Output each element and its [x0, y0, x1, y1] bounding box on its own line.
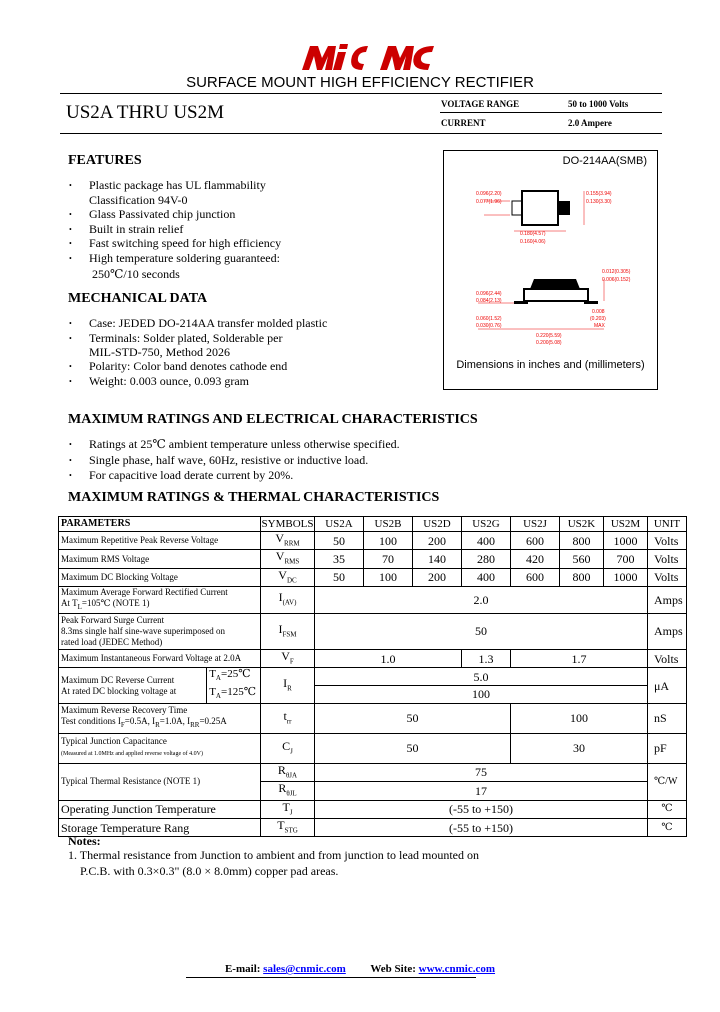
feature-item: • Plastic package has UL flammability: [89, 178, 266, 193]
mechanical-item-cont: MIL-STD-750, Method 2026: [89, 345, 230, 359]
table-row: [59, 613, 687, 649]
param-cell: Peak Forward Surge Current 8.3ms single half sine-wave superimposed on rated load (JEDEC Method): [59, 613, 261, 649]
param-cell: Maximum Instantaneous Forward Voltage at 2.0A: [59, 649, 261, 667]
value-cell: 560: [560, 550, 604, 568]
dim-label: MAX: [594, 323, 605, 329]
unit-cell: Volts: [648, 550, 687, 568]
max-ratings-heading: MAXIMUM RATINGS AND ELECTRICAL CHARACTERISTICS: [68, 412, 478, 427]
website-label: Web Site:: [370, 963, 416, 975]
note-line: P.C.B. with 0.3×0.3" (8.0 × 8.0mm) copper pad areas.: [80, 864, 339, 878]
unit-cell: pF: [648, 733, 687, 763]
package-outline-box: [443, 150, 658, 390]
param-cell: Storage Temperature Rang: [59, 818, 261, 836]
header-bottom-divider: [60, 133, 662, 134]
mechanical-item: • Polarity: Color band denotes cathode end: [89, 359, 287, 374]
mechanical-item: • Terminals: Solder plated, Solderable per: [89, 331, 282, 346]
note-line: 1. Thermal resistance from Junction to ambient and from junction to lead mounted on: [68, 848, 480, 862]
value-cell: 280: [462, 550, 511, 568]
value-cell: 70: [364, 550, 413, 568]
param-cell: Maximum Average Forward Rectified Current At $T_L=105℃$ (NOTE 1): [59, 587, 261, 614]
value-cell: 420: [511, 550, 560, 568]
value-cell: 1.7: [511, 649, 648, 667]
dim-label: 0.096(2.20): [476, 191, 502, 197]
symbol-cell: $T_{STG}$: [261, 818, 315, 836]
notes-heading: Notes:: [68, 834, 101, 848]
dim-label: 0.155(3.94): [586, 191, 612, 197]
param-cell: Maximum Reverse Recovery Time Test conditions $I_F=0.5A$, $I_R=1.0A$, $I_{RR}=0.25A$: [59, 703, 261, 733]
value-cell: 700: [604, 550, 648, 568]
header-cell: US2D: [413, 517, 462, 532]
unit-cell: Volts: [648, 532, 687, 550]
footer-divider: [186, 977, 476, 978]
table-row: [59, 532, 687, 550]
dim-label: 0.220(5.59): [536, 333, 562, 339]
value-cell: 30: [511, 733, 648, 763]
value-cell: 50: [315, 532, 364, 550]
param-cell: Maximum DC Reverse Current At rated DC blocking voltage at $T_A=25℃$ $T_A=125℃$: [59, 668, 261, 703]
rating-condition: • For capacitive load derate current by 20%.: [89, 468, 293, 483]
unit-cell: Volts: [648, 649, 687, 667]
table-row: [59, 818, 687, 836]
dim-label: 0.060(1.52): [476, 316, 502, 322]
value-cell: 100: [364, 532, 413, 550]
value-cell: (-55 to +150): [315, 818, 648, 836]
mic-logo: [300, 42, 440, 72]
value-cell: 100: [511, 703, 648, 733]
value-cell: 2.0: [315, 587, 648, 614]
value-cell: 140: [413, 550, 462, 568]
value-cell: 1000: [604, 568, 648, 586]
header-cell: US2G: [462, 517, 511, 532]
unit-cell: Volts: [648, 568, 687, 586]
feature-item: • Glass Passivated chip junction: [89, 207, 235, 222]
unit-cell: ℃: [648, 800, 687, 818]
mechanical-heading: MECHANICAL DATA: [68, 291, 208, 306]
dim-label: 0.160(4.06): [520, 239, 546, 245]
unit-cell: ℃/W: [648, 763, 687, 800]
symbol-cell: $R_{\theta JA}$: [261, 763, 315, 781]
feature-item: • High temperature soldering guaranteed:: [89, 251, 280, 266]
rating-condition: • Single phase, half wave, 60Hz, resistive or inductive load.: [89, 453, 368, 468]
feature-item: • Fast switching speed for high efficiency: [89, 236, 281, 251]
features-heading: FEATURES: [68, 153, 142, 168]
symbol-cell: $t_{rr}$: [261, 703, 315, 733]
dim-label: 0.130(3.30): [586, 199, 612, 205]
value-cell: 200: [413, 568, 462, 586]
value-cell: 50: [315, 568, 364, 586]
value-cell: 5.0: [315, 668, 648, 686]
rating-condition: • Ratings at 25℃ ambient temperature unless otherwise specified.: [89, 437, 400, 452]
header-cell: US2M: [604, 517, 648, 532]
package-name: DO-214AA(SMB): [562, 155, 647, 167]
table-row: [59, 649, 687, 667]
param-cell: Maximum Repetitive Peak Reverse Voltage: [59, 532, 261, 550]
dim-label: 0.012(0.305): [602, 269, 631, 275]
dim-label: 0.084(2.13): [476, 298, 502, 304]
value-cell: 75: [315, 763, 648, 781]
mechanical-item: • Case: JEDED DO-214AA transfer molded plastic: [89, 316, 327, 331]
value-cell: (-55 to +150): [315, 800, 648, 818]
voltage-range-value: 50 to 1000 Volts: [568, 99, 629, 109]
value-cell: 50: [315, 733, 511, 763]
value-cell: 1000: [604, 532, 648, 550]
value-cell: 600: [511, 568, 560, 586]
value-cell: 50: [315, 703, 511, 733]
package-dimension-note: Dimensions in inches and (millimeters): [456, 359, 645, 371]
table-row: [59, 800, 687, 818]
table-row: [59, 587, 687, 614]
header-cell: US2K: [560, 517, 604, 532]
table-row: [59, 668, 687, 686]
symbol-cell: $V_{RRM}$: [261, 532, 315, 550]
feature-item-cont: Classification 94V-0: [89, 193, 188, 207]
symbol-cell: $T_J$: [261, 800, 315, 818]
unit-cell: nS: [648, 703, 687, 733]
voltage-range-label: VOLTAGE RANGE: [441, 99, 520, 109]
header-cell: US2J: [511, 517, 560, 532]
symbol-cell: $C_J$: [261, 733, 315, 763]
symbol-cell: $R_{\theta JL}$: [261, 782, 315, 800]
symbol-cell: $V_{RMS}$: [261, 550, 315, 568]
table-row: [59, 568, 687, 586]
header-cell: SYMBOLS: [261, 518, 314, 530]
dim-label: 0.180(4.57): [520, 231, 546, 237]
dim-label: 0.077(1.96): [476, 199, 502, 205]
dim-label: 0.030(0.76): [476, 323, 502, 329]
param-cell: Operating Junction Temperature: [59, 800, 261, 818]
unit-cell: Amps: [648, 587, 687, 614]
email-label: E-mail:: [224, 963, 261, 975]
spec-divider: [440, 112, 662, 113]
value-cell: 400: [462, 568, 511, 586]
website-link[interactable]: www.cnmic.com: [418, 963, 496, 975]
value-cell: 800: [560, 532, 604, 550]
thermal-table-heading: MAXIMUM RATINGS & THERMAL CHARACTERISTICS: [68, 490, 440, 505]
dim-label: 0.008: [592, 309, 605, 315]
param-cell: Typical Junction Capacitance (Measured at 1.0MHz and applied reverse voltage of 4.0V): [59, 733, 261, 763]
header-divider: [60, 93, 662, 94]
footer: [0, 963, 720, 975]
param-cell: Maximum RMS Voltage: [59, 550, 261, 568]
unit-cell: Amps: [648, 613, 687, 649]
symbol-cell: $V_F$: [261, 649, 315, 667]
table-row: [59, 703, 687, 733]
table-row: [59, 733, 687, 763]
value-cell: 17: [315, 782, 648, 800]
symbol-cell: $V_{DC}$: [261, 568, 315, 586]
value-cell: 1.0: [315, 649, 462, 667]
param-cell: Maximum DC Blocking Voltage: [59, 568, 261, 586]
value-cell: 600: [511, 532, 560, 550]
current-label: CURRENT: [441, 118, 486, 128]
ratings-table: [58, 516, 687, 837]
dim-label: 0.006(0.152): [602, 277, 631, 283]
table-row: [59, 763, 687, 781]
dim-label: 0.096(2.44): [476, 291, 502, 297]
symbol-cell: $I_{(AV)}$: [261, 587, 315, 614]
unit-cell: ℃: [648, 818, 687, 836]
unit-cell: μA: [648, 668, 687, 703]
symbol-cell: $I_R$: [261, 668, 315, 703]
dim-label: 0.200(5.08): [536, 340, 562, 346]
value-cell: 1.3: [462, 649, 511, 667]
value-cell: 800: [560, 568, 604, 586]
part-range-title: US2A THRU US2M: [66, 102, 225, 123]
feature-item: • Built in strain relief: [89, 222, 183, 237]
value-cell: 100: [364, 568, 413, 586]
feature-item-cont: 250℃/10 seconds: [92, 267, 180, 281]
current-value: 2.0 Ampere: [568, 118, 612, 128]
value-cell: 100: [315, 686, 648, 704]
value-cell: 200: [413, 532, 462, 550]
table-header-row: [59, 517, 687, 532]
value-cell: 35: [315, 550, 364, 568]
dim-label: (0.203): [590, 316, 606, 322]
value-cell: 400: [462, 532, 511, 550]
mechanical-item: • Weight: 0.003 ounce, 0.093 gram: [89, 374, 249, 389]
header-cell: US2B: [364, 517, 413, 532]
header-cell: US2A: [315, 517, 364, 532]
symbol-cell: $I_{FSM}$: [261, 613, 315, 649]
param-cell: Typical Thermal Resistance (NOTE 1): [59, 763, 261, 800]
table-row: [59, 550, 687, 568]
email-link[interactable]: sales@cnmic.com: [263, 963, 346, 975]
document-subtitle: SURFACE MOUNT HIGH EFFICIENCY RECTIFIER: [186, 74, 534, 91]
header-cell: PARAMETERS: [59, 517, 261, 532]
header-cell: UNIT: [648, 517, 687, 532]
value-cell: 50: [315, 613, 648, 649]
